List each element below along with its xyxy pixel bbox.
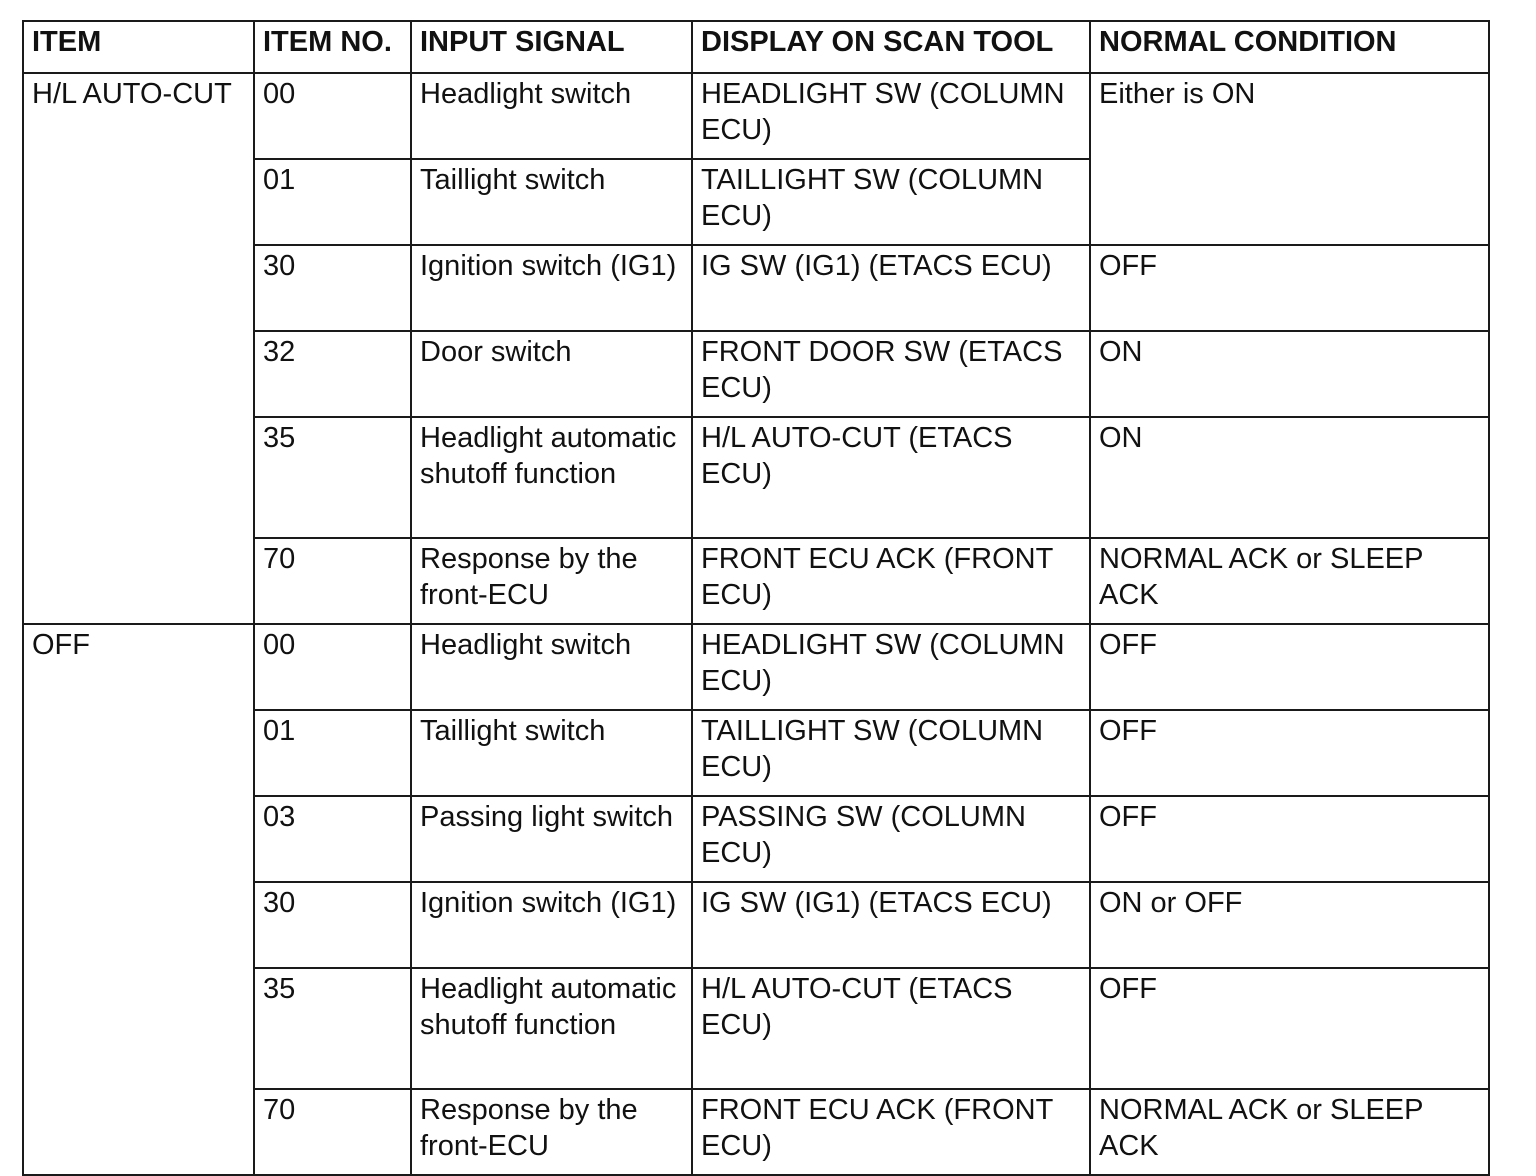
header-normal-condition: NORMAL CONDITION [1090,21,1489,73]
item-no-cell: 01 [254,159,411,245]
condition-cell: NORMAL ACK or SLEEP ACK [1090,1089,1489,1175]
display-cell: TAILLIGHT SW (COLUMN ECU) [692,159,1090,245]
signal-table [22,20,1490,1176]
input-signal-cell: Response by the front-ECU [411,1089,692,1175]
display-cell: FRONT ECU ACK (FRONT ECU) [692,1089,1090,1175]
table-row [23,624,1489,710]
display-cell: IG SW (IG1) (ETACS ECU) [692,245,1090,331]
display-cell: H/L AUTO-CUT (ETACS ECU) [692,968,1090,1089]
header-item: ITEM [23,21,254,73]
item-no-cell: 30 [254,882,411,968]
input-signal-cell: Headlight switch [411,73,692,159]
input-signal-cell: Taillight switch [411,159,692,245]
input-signal-cell: Headlight automatic shutoff function [411,968,692,1089]
header-row [23,21,1489,73]
item-no-cell: 03 [254,796,411,882]
display-cell: HEADLIGHT SW (COLUMN ECU) [692,73,1090,159]
item-no-cell: 35 [254,968,411,1089]
display-cell: FRONT ECU ACK (FRONT ECU) [692,538,1090,624]
input-signal-cell: Ignition switch (IG1) [411,882,692,968]
display-cell: IG SW (IG1) (ETACS ECU) [692,882,1090,968]
condition-cell: ON or OFF [1090,882,1489,968]
item-no-cell: 30 [254,245,411,331]
condition-cell: OFF [1090,624,1489,710]
condition-cell: OFF [1090,968,1489,1089]
header-display-on-scan-tool: DISPLAY ON SCAN TOOL [692,21,1090,73]
condition-cell: ON [1090,417,1489,538]
condition-cell: OFF [1090,245,1489,331]
input-signal-cell: Headlight automatic shutoff function [411,417,692,538]
header-item-no: ITEM NO. [254,21,411,73]
condition-cell: Either is ON [1090,73,1489,245]
item-no-cell: 01 [254,710,411,796]
item-no-cell: 00 [254,73,411,159]
display-cell: FRONT DOOR SW (ETACS ECU) [692,331,1090,417]
table-row [23,73,1489,159]
condition-cell: NORMAL ACK or SLEEP ACK [1090,538,1489,624]
input-signal-cell: Response by the front-ECU [411,538,692,624]
item-no-cell: 70 [254,1089,411,1175]
item-no-cell: 70 [254,538,411,624]
input-signal-cell: Door switch [411,331,692,417]
display-cell: HEADLIGHT SW (COLUMN ECU) [692,624,1090,710]
input-signal-cell: Headlight switch [411,624,692,710]
header-input-signal: INPUT SIGNAL [411,21,692,73]
display-cell: PASSING SW (COLUMN ECU) [692,796,1090,882]
input-signal-cell: Taillight switch [411,710,692,796]
item-no-cell: 35 [254,417,411,538]
condition-cell: OFF [1090,796,1489,882]
display-cell: TAILLIGHT SW (COLUMN ECU) [692,710,1090,796]
input-signal-cell: Ignition switch (IG1) [411,245,692,331]
item-cell: OFF [23,624,254,1175]
item-no-cell: 32 [254,331,411,417]
item-cell: H/L AUTO-CUT [23,73,254,624]
input-signal-cell: Passing light switch [411,796,692,882]
condition-cell: OFF [1090,710,1489,796]
display-cell: H/L AUTO-CUT (ETACS ECU) [692,417,1090,538]
condition-cell: ON [1090,331,1489,417]
item-no-cell: 00 [254,624,411,710]
